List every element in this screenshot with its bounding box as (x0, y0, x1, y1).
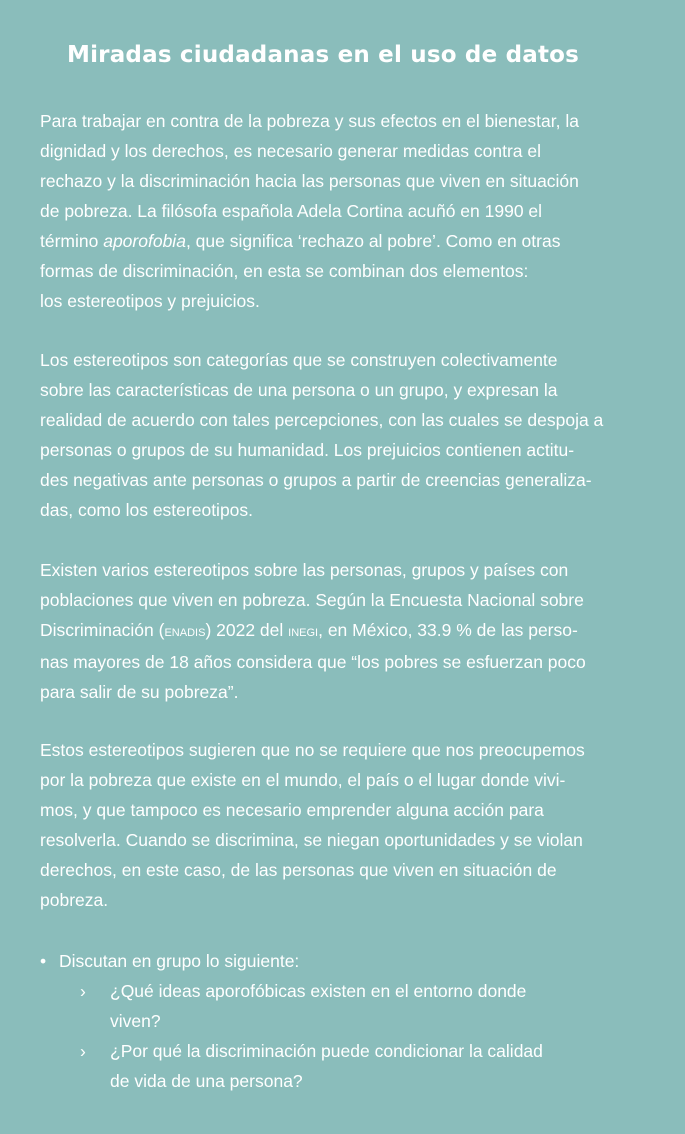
text-span: término (40, 231, 104, 251)
text-line: des negativas ante personas o grupos a partir de creencias generaliza- (40, 470, 592, 490)
question-line: de vida de una persona? (110, 1071, 303, 1091)
text-line: los estereotipos y prejuicios. (40, 291, 260, 311)
text-line: rechazo y la discriminación hacia las personas que viven en situación (40, 171, 579, 191)
text-line: nas mayores de 18 años considera que “los pobres se esfuerzan poco (40, 652, 586, 672)
acronym-enadis: enadis (164, 623, 206, 640)
text-span: , en México, 33.9 % de las perso- (318, 620, 578, 640)
text-line: mos, y que tampoco es necesario emprender alguna acción para (40, 800, 544, 820)
text-line: derechos, en este caso, de las personas que viven en situación de (40, 860, 557, 880)
discussion-label: Discutan en grupo lo siguiente: (59, 951, 300, 971)
question-line: ¿Por qué la discriminación puede condicionar la calidad (110, 1041, 543, 1061)
text-line: realidad de acuerdo con tales percepciones, con las cuales se despoja a (40, 410, 604, 430)
text-line (40, 226, 680, 256)
text-line: por la pobreza que existe en el mundo, el país o el lugar donde vivi- (40, 770, 566, 790)
text-line (40, 615, 680, 647)
discussion-bullet (40, 946, 680, 1096)
text-line: Los estereotipos son categorías que se construyen colectivamente (40, 350, 558, 370)
text-line: formas de discriminación, en esta se combinan dos elementos: (40, 261, 529, 281)
text-line: resolverla. Cuando se discrimina, se niegan oportunidades y se violan (40, 830, 583, 850)
chevron-right-icon: › (80, 981, 86, 1001)
text-line: Existen varios estereotipos sobre las personas, grupos y países con (40, 560, 569, 580)
text-line: de pobreza. La filósofa española Adela Cortina acuñó en 1990 el (40, 201, 543, 221)
text-line: para salir de su pobreza”. (40, 682, 239, 702)
bullet-icon: • (40, 951, 47, 971)
paragraph-aporofobia (40, 106, 680, 316)
acronym-inegi: inegi (288, 623, 319, 640)
text-line: poblaciones que viven en pobreza. Según la Encuesta Nacional sobre (40, 590, 584, 610)
text-line: das, como los estereotipos. (40, 500, 254, 520)
paragraph-enadis (40, 555, 680, 707)
question-item (40, 976, 680, 1036)
text-span: ) 2022 del (205, 620, 289, 640)
text-line: Para trabajar en contra de la pobreza y sus efectos en el bienestar, la (40, 111, 579, 131)
text-span: Discriminación ( (40, 620, 165, 640)
paragraph-estereotipos (40, 345, 680, 525)
question-line: viven? (110, 1011, 161, 1031)
term-aporofobia: aporofobia (103, 231, 186, 251)
page-title: Miradas ciudadanas en el uso de datos (67, 42, 580, 68)
text-span: , que significa ‘rechazo al pobre’. Como en otras (185, 231, 561, 251)
paragraph-consecuencias (40, 735, 680, 915)
text-line: pobreza. (40, 890, 109, 910)
question-item (40, 1036, 680, 1096)
text-line: Estos estereotipos sugieren que no se requiere que nos preocupemos (40, 740, 585, 760)
discussion-list (40, 946, 680, 1096)
question-line: ¿Qué ideas aporofóbicas existen en el entorno donde (110, 981, 527, 1001)
text-line: sobre las características de una persona o un grupo, y expresan la (40, 380, 558, 400)
text-line: dignidad y los derechos, es necesario generar medidas contra el (40, 141, 541, 161)
text-line: personas o grupos de su humanidad. Los prejuicios contienen actitu- (40, 440, 575, 460)
chevron-right-icon: › (80, 1041, 86, 1061)
